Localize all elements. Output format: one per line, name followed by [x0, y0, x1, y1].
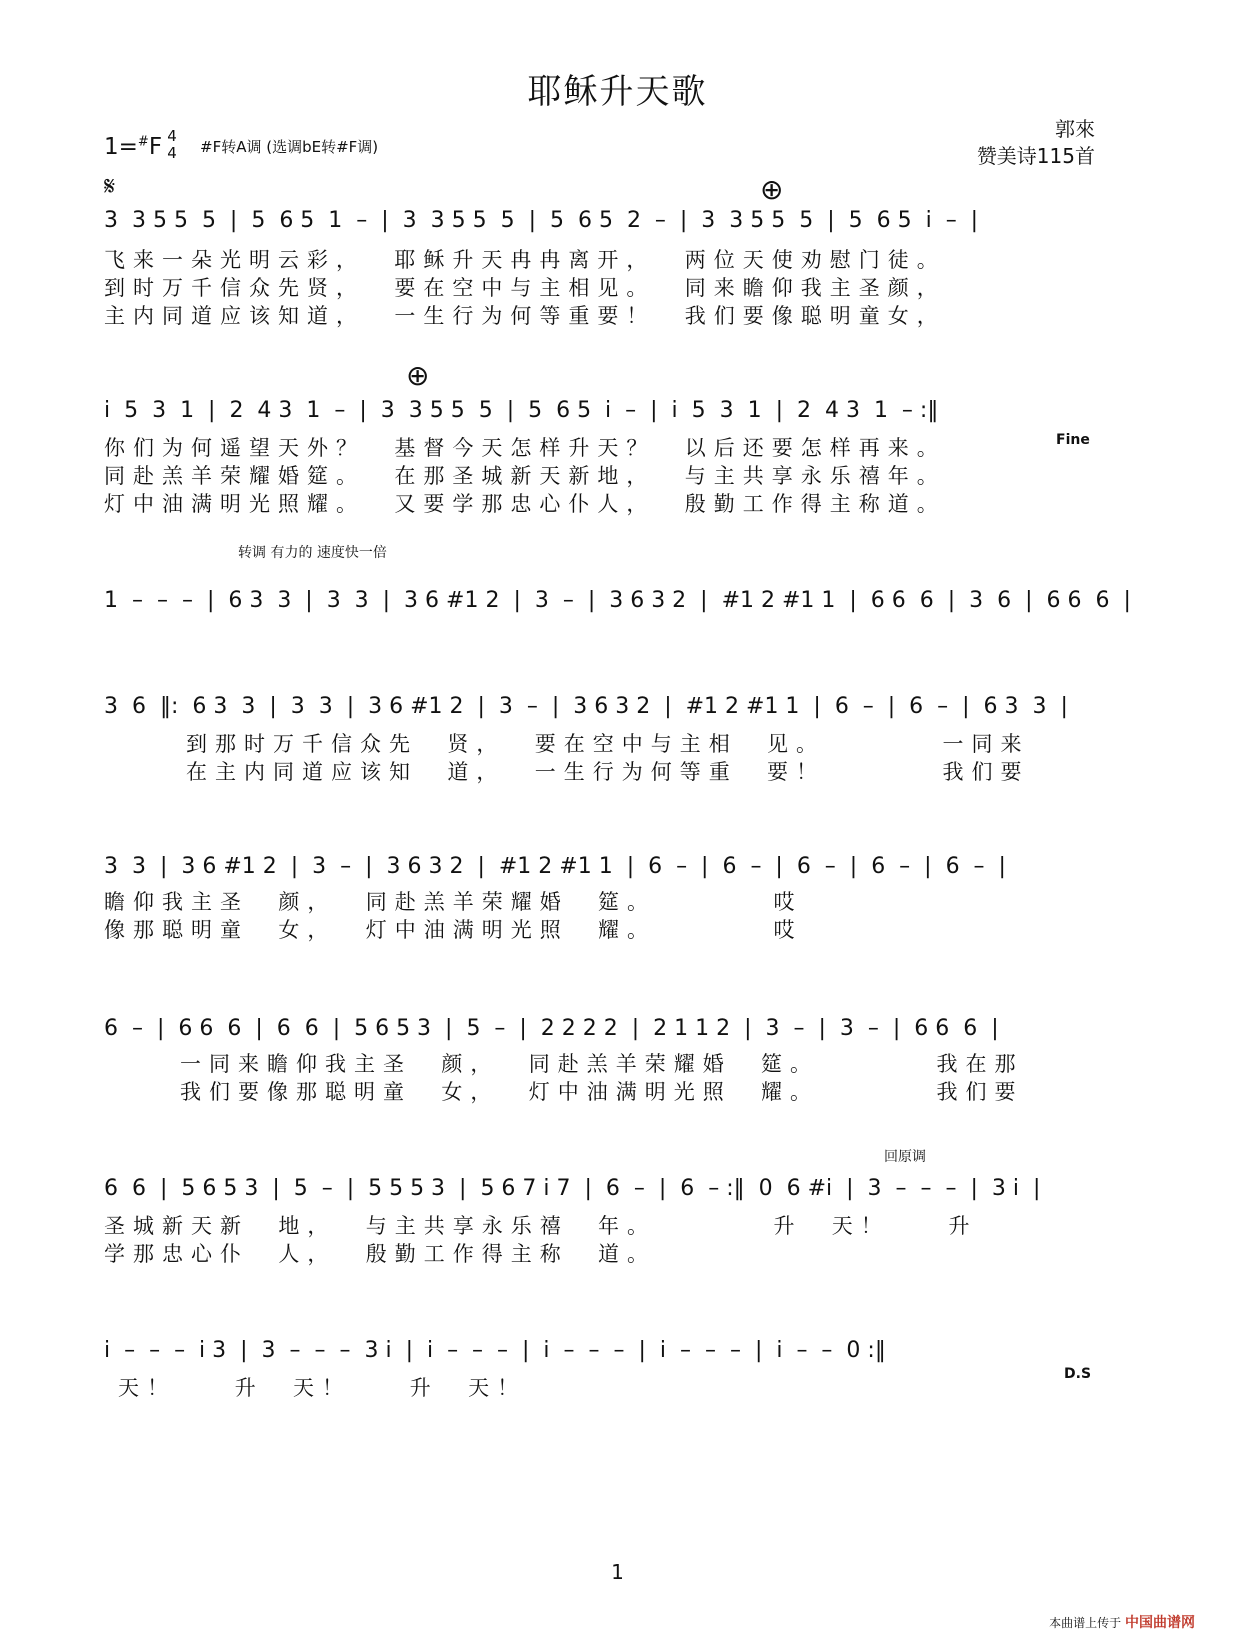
- key-signature: 1=#F: [104, 134, 163, 160]
- author-block: [977, 116, 1095, 170]
- composer: 郭來: [1055, 117, 1095, 141]
- notes: 6 – | 6 6 6 | 6 6 | 5 6 5 3 | 5 – | 2 2 2 2 | 2 1 1 2 | 3 – | 3 – | 6 6 6 |: [104, 1015, 999, 1041]
- notes: 3 3 5 5 5 | 5 6 5 1 – | 3 3 5 5 5 | 5 6 5 2 – | 3 3 5 5 5 | 5 6 5 i – |: [104, 207, 979, 233]
- coda-icon: ⊕: [406, 359, 430, 392]
- notes: i 5 3 1 | 2 4 3 1 – | 3 3 5 5 5 | 5 6 5 i – | i 5 3 1 | 2 4 3 1 – :‖: [104, 397, 939, 423]
- segno-icon: 𝄋: [104, 172, 116, 202]
- notation-row: [104, 686, 1084, 726]
- tempo-note: 转调 有力的 速度快一倍: [238, 545, 387, 561]
- page-title: 耶稣升天歌: [527, 72, 708, 112]
- notes: i – – – i 3 | 3 – – – 3 i | i – – – | i – – – | i – – – | i – – 0 :‖: [104, 1337, 886, 1363]
- lyric-line: 到那时万千信众先 贤， 要在空中与主相 见。 一同来: [186, 732, 1030, 756]
- notation-row: [104, 390, 1084, 430]
- footer-text: 本曲谱上传于: [1049, 1616, 1122, 1630]
- lyric-line: 灯中油满明光照耀。 又要学那忠心仆人， 殷勤工作得主称道。: [104, 492, 946, 516]
- lyric-line: 学那忠心仆 人， 殷勤工作得主称 道。: [104, 1242, 657, 1266]
- lyric-line: 天！ 升 天！ 升 天！: [118, 1376, 527, 1400]
- notes: 3 3 | 3 6 #1 2 | 3 – | 3 6 3 2 | #1 2 #1 1 | 6 – | 6 – | 6 – | 6 – | 6 – |: [104, 853, 1006, 879]
- footer: [1049, 1612, 1195, 1632]
- lyric-line: 主内同道应该知道， 一生行为何等重要！ 我们要像聪明童女，: [104, 304, 946, 328]
- source: 赞美诗115首: [976, 144, 1095, 168]
- notes: 6 6 | 5 6 5 3 | 5 – | 5 5 5 3 | 5 6 7 i 7 | 6 – | 6 – :‖ 0 6 #i | 3 – – – | 3 i |: [104, 1175, 1041, 1201]
- notation-row: [104, 1008, 1084, 1048]
- return-key-note: 回原调: [884, 1149, 926, 1165]
- lyric-line: 我们要像那聪明童 女， 灯中油满明光照 耀。 我们要: [180, 1080, 1024, 1104]
- notation-row: [104, 846, 1084, 886]
- lyric-line: 你们为何遥望天外？ 基督今天怎样升天？ 以后还要怎样再来。: [104, 436, 946, 460]
- notes: 3 6 ‖: 6 3 3 | 3 3 | 3 6 #1 2 | 3 – | 3 6 3 2 | #1 2 #1 1 | 6 – | 6 – | 6 3 3 |: [104, 693, 1068, 719]
- notation-row: [104, 580, 1131, 620]
- footer-brand: 中国曲谱网: [1125, 1615, 1195, 1631]
- notes: 1 – – – | 6 3 3 | 3 3 | 3 6 #1 2 | 3 – | 3 6 3 2 | #1 2 #1 1 | 6 6 6 | 3 6 | 6 6 6 |: [104, 587, 1131, 613]
- lyric-line: 瞻仰我主圣 颜， 同赴羔羊荣耀婚 筵。 哎: [104, 890, 803, 914]
- lyric-line: 同赴羔羊荣耀婚筵。 在那圣城新天新地， 与主共享永乐禧年。: [104, 464, 946, 488]
- fine-mark: Fine: [1056, 432, 1090, 448]
- lyric-line: 一同来瞻仰我主圣 颜， 同赴羔羊荣耀婚 筵。 我在那: [180, 1052, 1024, 1076]
- lyric-line: 像那聪明童 女， 灯中油满明光照 耀。 哎: [104, 918, 803, 942]
- lyric-line: 到时万千信众先贤， 要在空中与主相见。 同来瞻仰我主圣颜，: [104, 276, 946, 300]
- lyric-line: 在主内同道应该知 道， 一生行为何等重 要！ 我们要: [186, 760, 1030, 784]
- notation-row: [104, 1330, 1084, 1370]
- notation-row: [104, 200, 1084, 240]
- time-signature: 4 4: [167, 127, 177, 162]
- notation-row: [104, 1168, 1084, 1208]
- key-change-note: #F转A调 (选调bE转#F调): [200, 138, 379, 156]
- page-number: 1: [611, 1560, 624, 1584]
- coda-icon: ⊕: [760, 173, 784, 206]
- lyric-line: 飞来一朵光明云彩， 耶稣升天冉冉离开， 两位天使劝慰门徒。: [104, 248, 946, 272]
- ds-mark: D.S: [1064, 1366, 1092, 1382]
- lyric-line: 圣城新天新 地， 与主共享永乐禧 年。 升 天！ 升: [104, 1214, 978, 1238]
